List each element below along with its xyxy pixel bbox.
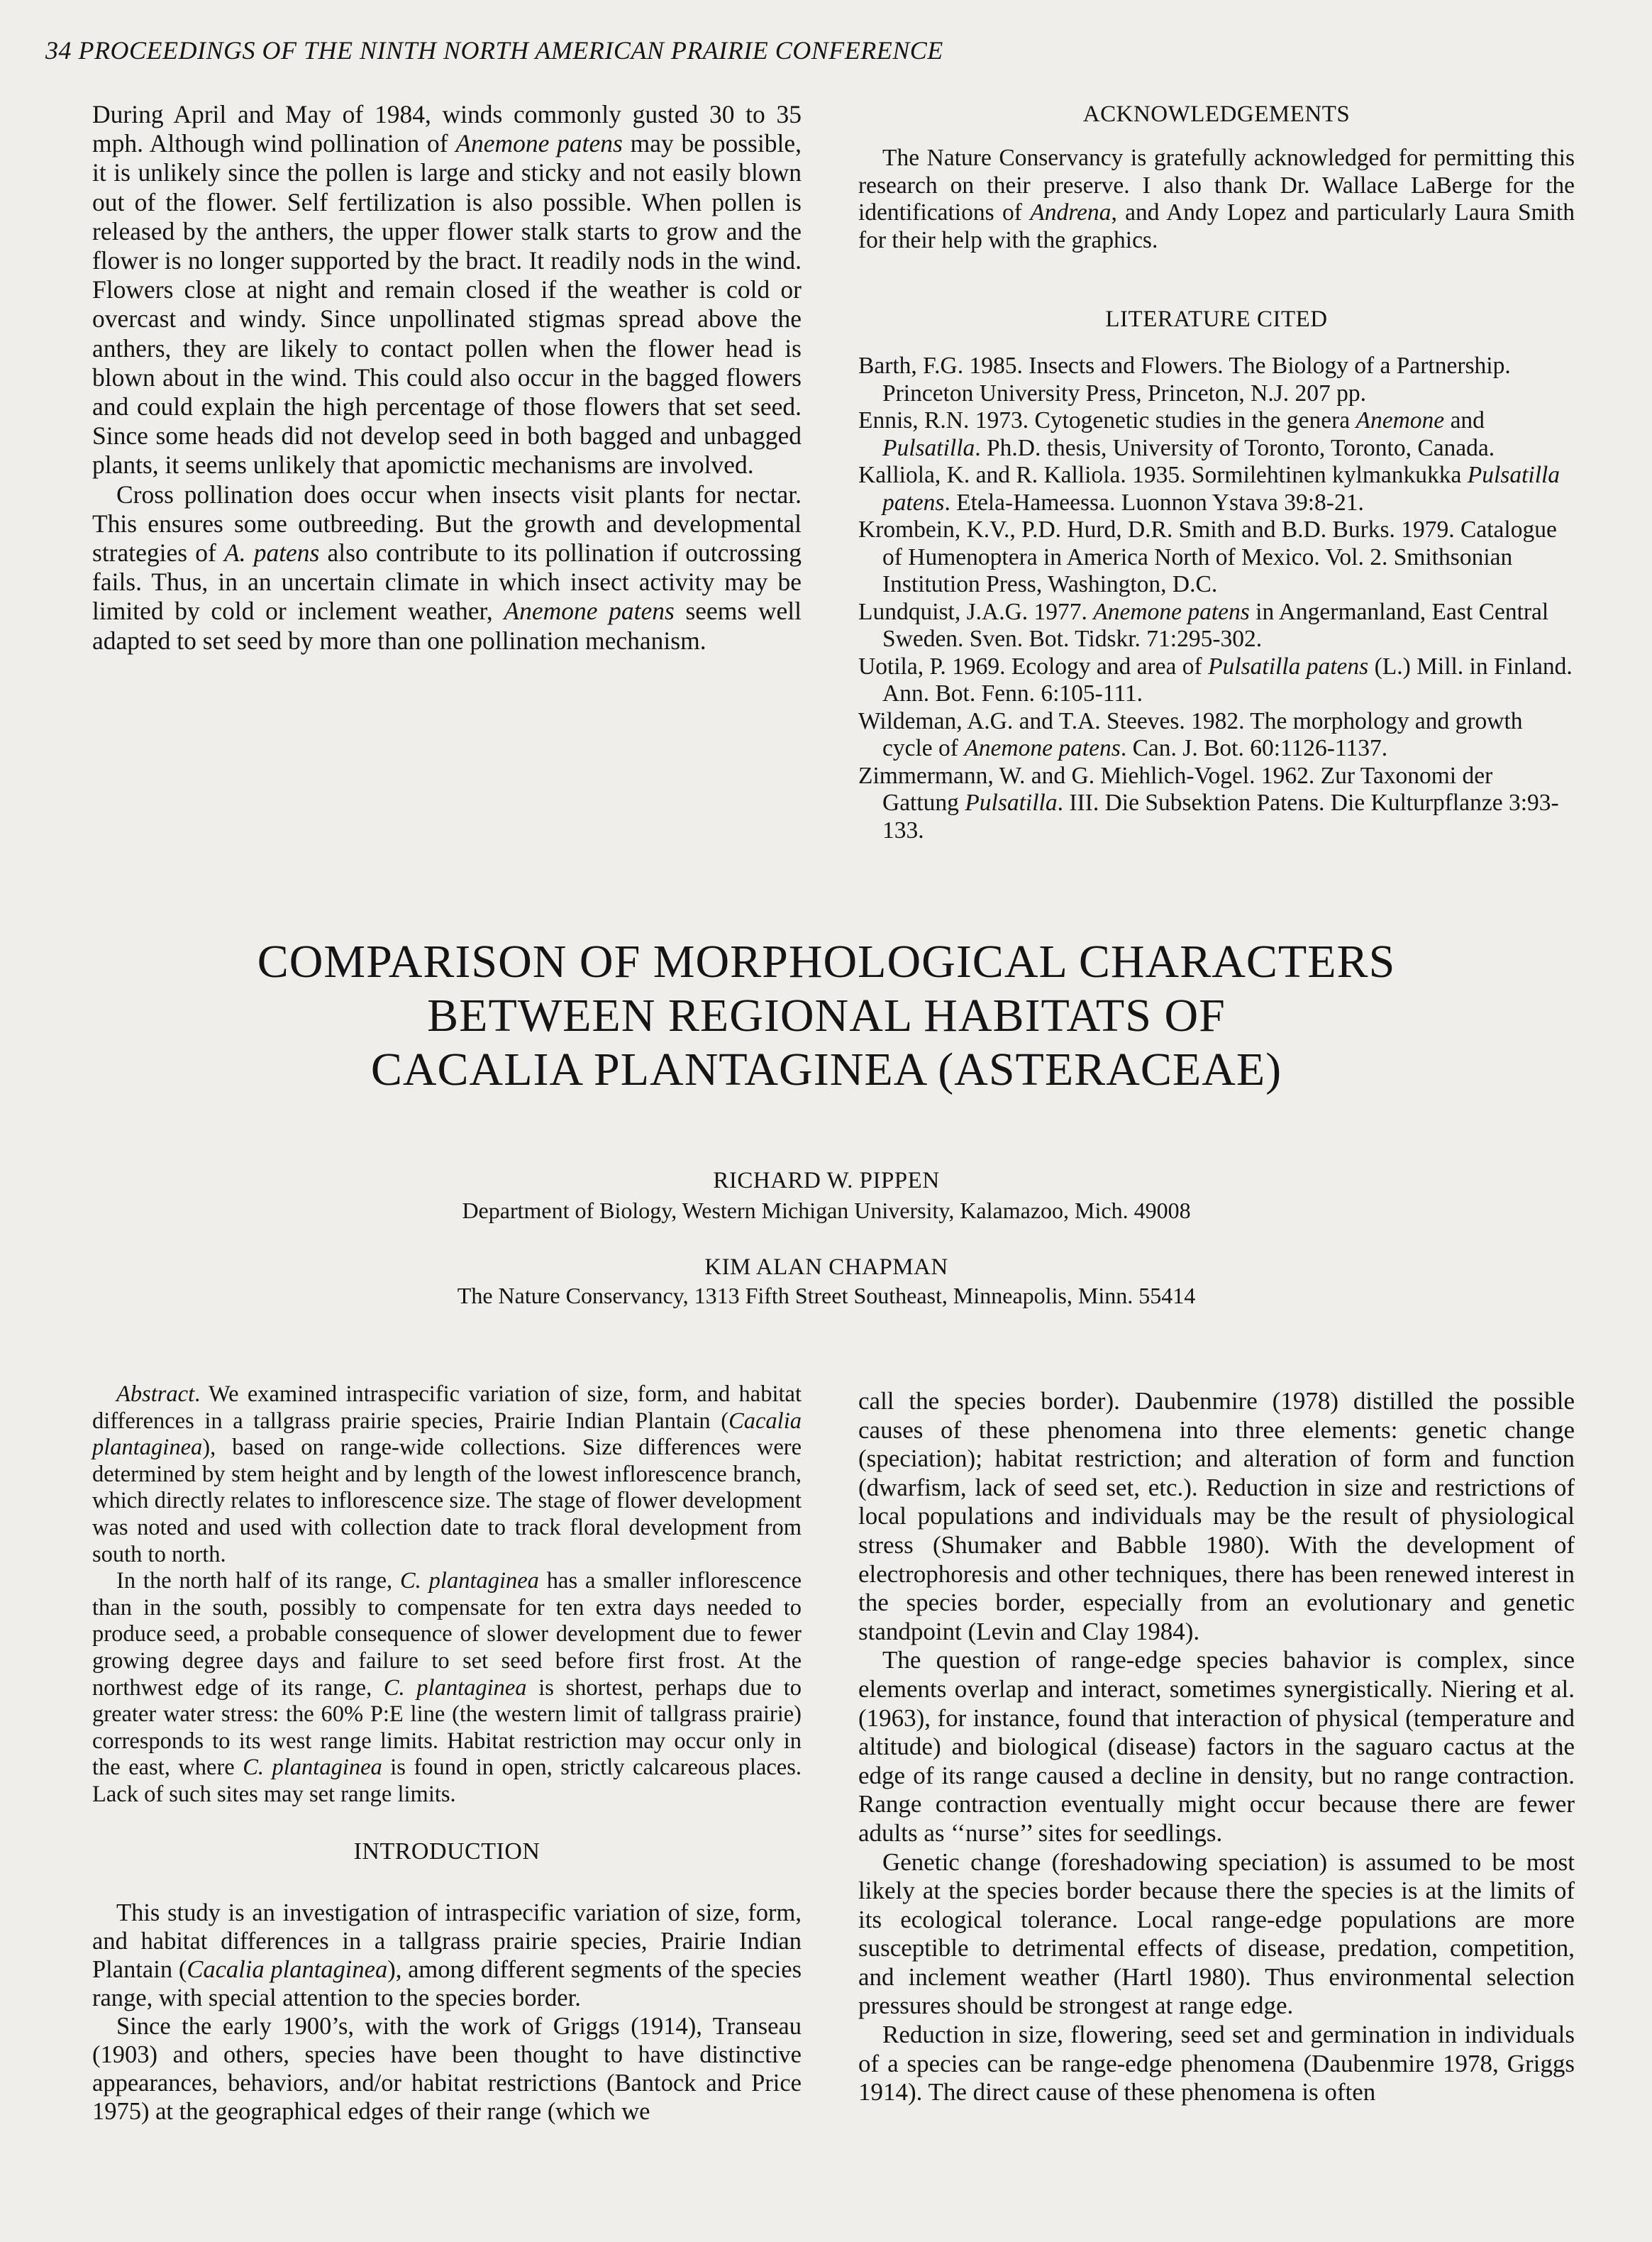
body-paragraph: Reduction in size, flowering, seed set and germination in individuals of a species can be range-edge phenomena (Daubenmire 1978, Griggs 1914). The direct cause of these phenomena is often [858, 2021, 1575, 2106]
body-paragraph: Cross pollination does occur when insects visit plants for nectar. This ensures some outbreeding. But the growth and developmental strategies of A. patens also contribute to its pollination if outcrossing fails. Thus, in an uncertain climate in which insect activity may be limited by cold or inclement weather, Anemone patens seems well adapted to set seed by more than one pollination mechanism. [92, 480, 802, 655]
abstract-paragraph: In the north half of its range, C. plantaginea has a smaller inflorescence than in the south, possibly to compensate for ten extra days needed to produce seed, a probable consequence of slower development due to fewer growing degree days and failure to set seed before first frost. At the northwest edge of its range, C. plantaginea is shortest, perhaps due to greater water stress: the 60% P:E line (the western limit of tallgrass prairie) corresponds to its west range limits. Habitat restriction may occur only in the east, where C. plantaginea is found in open, strictly calcareous places. Lack of such sites may set range limits. [92, 1568, 802, 1807]
author-affiliation: Department of Biology, Western Michigan University, Kalamazoo, Mich. 49008 [462, 1198, 1191, 1223]
running-head: 34 PROCEEDINGS OF THE NINTH NORTH AMERICAN PRAIRIE CONFERENCE [45, 36, 943, 65]
acknowledgements-and-references-column [858, 100, 1575, 844]
acknowledgements-text: The Nature Conservancy is gratefully acknowledged for permitting this research on their preserve. I also thank Dr. Wallace LaBerge for the identifications of Andrena, and Andy Lopez and particularly Laura Smith for their help with the graphics. [858, 145, 1575, 253]
title-line: BETWEEN REGIONAL HABITATS OF [427, 990, 1226, 1042]
acknowledgements-heading: ACKNOWLEDGEMENTS [1082, 101, 1351, 127]
author-affiliation: The Nature Conservancy, 1313 Fifth Street Southeast, Minneapolis, Minn. 55414 [457, 1283, 1196, 1308]
title-line: COMPARISON OF MORPHOLOGICAL CHARACTERS [257, 936, 1396, 988]
abstract [92, 1381, 802, 1808]
reference-item: Krombein, K.V., P.D. Hurd, D.R. Smith and B.D. Burks. 1979. Catalogue of Humenoptera in America North of Mexico. Vol. 2. Smithsonian Institution Press, Washington, D.C. [858, 517, 1557, 598]
introduction-heading: INTRODUCTION [353, 1838, 540, 1865]
literature-cited-heading: LITERATURE CITED [1105, 307, 1328, 333]
reference-item: Ennis, R.N. 1973. Cytogenetic studies in the genera Anemone and Pulsatilla. Ph.D. thesis, University of Toronto, Toronto, Canada. [858, 407, 1495, 461]
body-paragraph: The question of range-edge species bahavior is complex, since elements overlap and interact, sometimes synergistically. Niering et al. (1963), for instance, found that interaction of physical (temperature and altitude) and biological (disease) factors in the saguaro cactus at the edge of its range caused a decline in density, but no range contraction. Range contraction eventually might occur because there are fewer adults as ‘‘nurse’’ sites for seedlings. [858, 1646, 1575, 1847]
body-paragraph: Genetic change (foreshadowing speciation) is assumed to be most likely at the species border because there the species is at the limits of its ecological tolerance. Local range-edge populations are more susceptible to detrimental effects of disease, predation, competition, and inclement weather (Hartl 1980). Thus environmental selection pressures should be strongest at range edge. [858, 1848, 1575, 2020]
reference-item: Lundquist, J.A.G. 1977. Anemone patens in Angermanland, East Central Sweden. Sven. Bot. Tidskr. 71:295-302. [858, 598, 1549, 653]
abstract-and-introduction-column [92, 1381, 802, 2126]
reference-item: Barth, F.G. 1985. Insects and Flowers. The Biology of a Partnership. Princeton University Press, Princeton, N.J. 207 pp. [858, 353, 1511, 407]
abstract-paragraph: Abstract. We examined intraspecific variation of size, form, and habitat differences in a tallgrass prairie species, Prairie Indian Plantain (Cacalia plantaginea), based on range-wide collections. Size differences were determined by stem height and by length of the lowest inflorescence branch, which directly relates to inflorescence size. The stage of flower development was noted and used with collection date to track floral development from south to north. [92, 1381, 802, 1567]
reference-item: Wildeman, A.G. and T.A. Steeves. 1982. The morphology and growth cycle of Anemone patens. Can. J. Bot. 60:1126-1137. [858, 707, 1523, 762]
author-name: RICHARD W. PIPPEN [713, 1168, 940, 1193]
reference-item: Kalliola, K. and R. Kalliola. 1935. Sormilehtinen kylmankukka Pulsatilla patens. Etela-Hameessa. Luonnon Ystava 39:8-21. [858, 462, 1560, 516]
body-paragraph: Since the early 1900’s, with the work of Griggs (1914), Transeau (1903) and others, species have been thought to have distinctive appearances, behaviors, and/or habitat restrictions (Bantock and Price 1975) at the geographical edges of their range (which we [92, 2012, 802, 2125]
body-paragraph: During April and May of 1984, winds commonly gusted 30 to 35 mph. Although wind pollination of Anemone patens may be possible, it is unlikely since the pollen is large and sticky and not easily blown out of the flower. Self fertilization is also possible. When pollen is released by the anthers, the upper flower stalk starts to grow and the flower is no longer supported by the bract. It readily nods in the wind. Flowers close at night and remain closed if the weather is cold or overcast and windy. Since unpollinated stigmas spread above the anthers, they are likely to contact pollen when the flower head is blown about in the wind. This could also occur in the bagged flowers and could explain the high percentage of those flowers that set seed. Since some heads did not develop seed in both bagged and unbagged plants, it seems unlikely that apomictic mechanisms are involved. [92, 100, 802, 480]
article-title [71, 935, 1582, 1097]
author-name: KIM ALAN CHAPMAN [704, 1254, 948, 1280]
title-line: CACALIA PLANTAGINEA (ASTERACEAE) [370, 1044, 1282, 1095]
body-paragraph: call the species border). Daubenmire (1978) distilled the possible causes of these phenomena into three elements: genetic change (speciation); habitat restriction; and alteration of form and function (dwarfism, lack of seed set, etc.). Reduction in size and restrictions of local populations and individuals may be the result of physiological stress (Shumaker and Babble 1980). With the development of electrophoresis and other techniques, there has been renewed interest in the species border, especially from an evolutionary and genetic standpoint (Levin and Clay 1984). [858, 1387, 1575, 1645]
reference-item: Zimmermann, W. and G. Miehlich-Vogel. 1962. Zur Taxonomi der Gattung Pulsatilla. III. Die Subsektion Patens. Die Kulturpflanze 3:93-133. [858, 762, 1559, 844]
introduction-text [92, 1899, 802, 2126]
previous-article-body-column [92, 100, 802, 656]
body-paragraph: This study is an investigation of intraspecific variation of size, form, and habitat differences in a tallgrass prairie species, Prairie Indian Plantain (Cacalia plantaginea), among different segments of the species range, with special attention to the species border. [92, 1899, 802, 2011]
introduction-continued-column [858, 1387, 1575, 2107]
reference-list [858, 353, 1575, 844]
reference-item: Uotila, P. 1969. Ecology and area of Pulsatilla patens (L.) Mill. in Finland. Ann. Bot. Fenn. 6:105-111. [858, 653, 1573, 707]
